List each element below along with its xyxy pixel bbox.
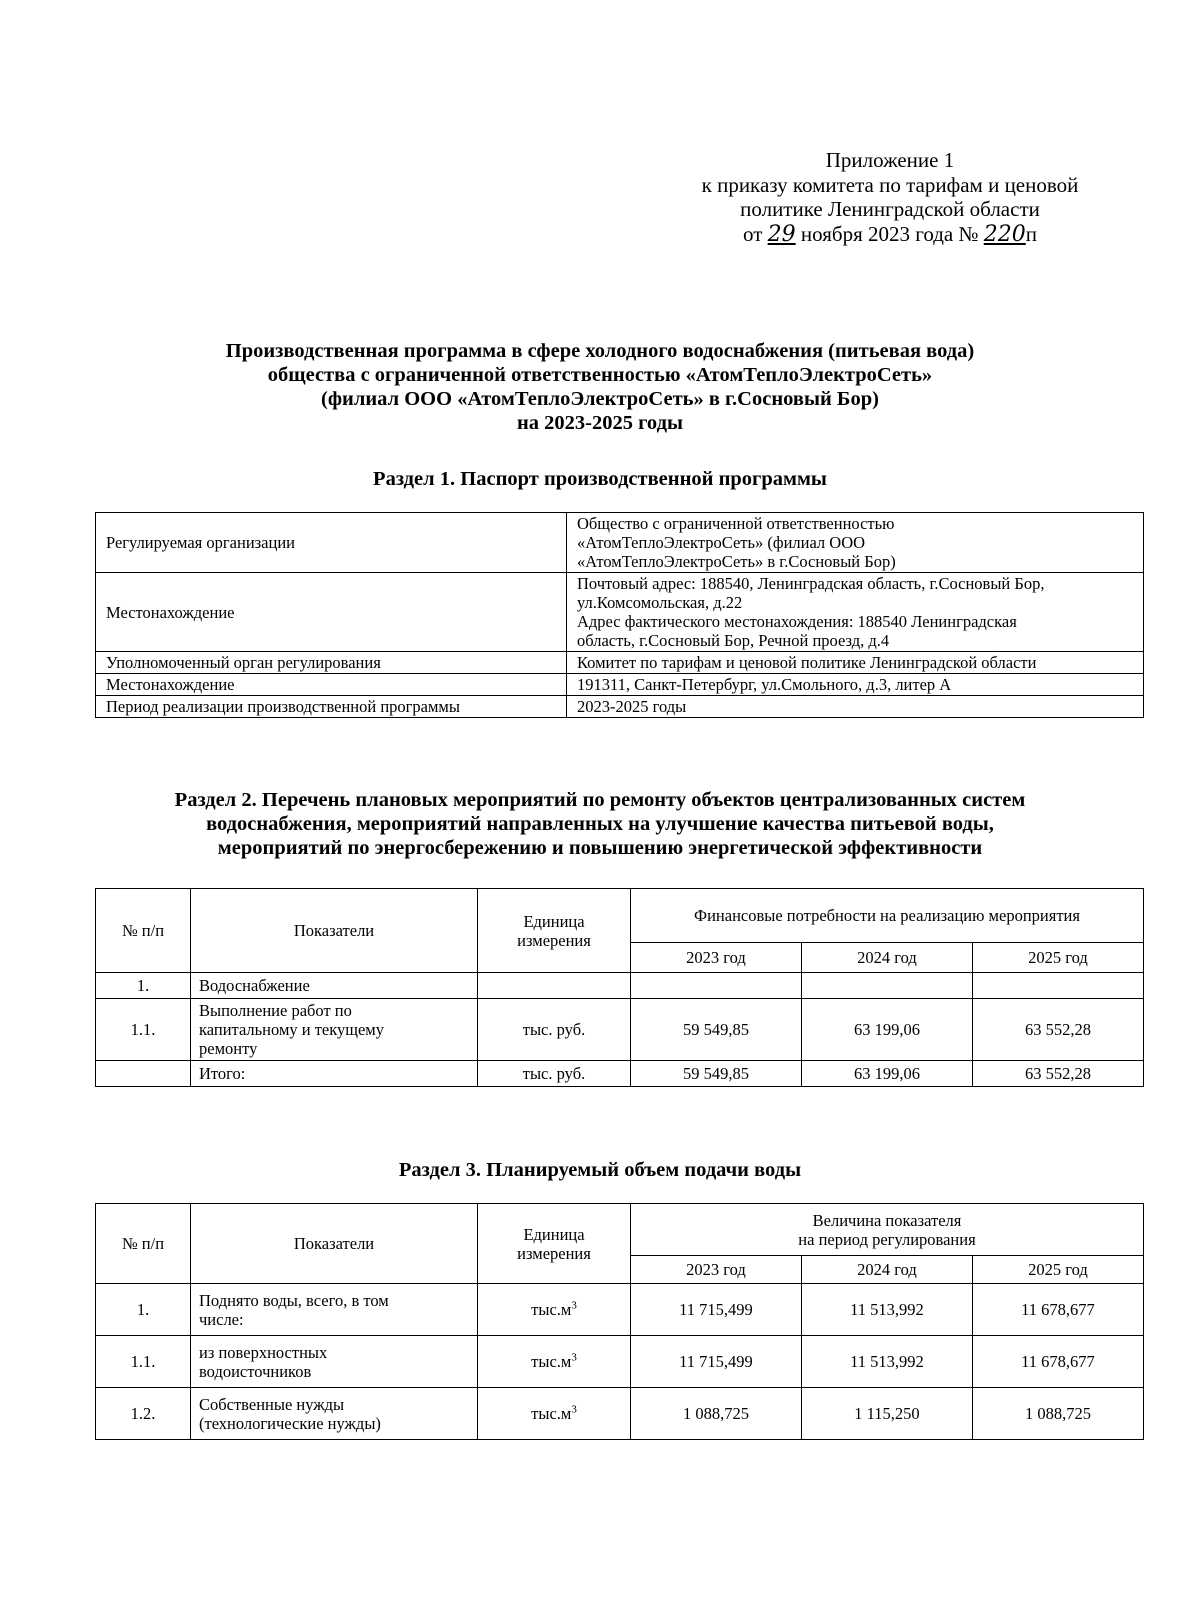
- header-year-2025: 2025 год: [972, 943, 1143, 973]
- header-unit: [478, 889, 631, 973]
- unit-text: тыс.м: [531, 1404, 572, 1423]
- section3-title-text: Раздел 3. Планируемый объем подачи воды: [398, 1159, 802, 1181]
- unit-line: измерения: [517, 930, 591, 950]
- indicator-line: Выполнение работ по: [199, 1001, 352, 1020]
- water-volume-table: [95, 1203, 1144, 1440]
- passport-label: Местонахождение: [96, 573, 567, 652]
- passport-value: [567, 573, 1144, 652]
- row-indicator: [191, 1284, 478, 1336]
- order-suffix: п: [1025, 221, 1038, 246]
- row-unit: [478, 1336, 631, 1388]
- table-row: [96, 999, 1144, 1061]
- section2-title-line-3: мероприятий по энергосбережению и повышению энергетической эффективности: [217, 837, 983, 859]
- row-value-2024: [801, 973, 972, 999]
- section1-title: [60, 467, 1140, 491]
- table-row: [96, 573, 1144, 652]
- table-header-row: [96, 1204, 1144, 1256]
- row-indicator: Итого:: [191, 1061, 478, 1087]
- passport-label: Период реализации производственной программы: [96, 696, 567, 718]
- value-line: ул.Комсомольская, д.22: [577, 593, 743, 612]
- title-line-2: общества с ограниченной ответственностью «АтомТеплоЭлектроСеть»: [267, 364, 933, 386]
- table-row: [96, 1388, 1144, 1440]
- table-row: [96, 674, 1144, 696]
- table-header-row: [96, 889, 1144, 943]
- table-row: [96, 973, 1144, 999]
- indicator-line: ремонту: [199, 1039, 258, 1058]
- indicator-line: Собственные нужды: [199, 1394, 345, 1414]
- indicator-line: из поверхностных: [199, 1342, 328, 1362]
- passport-table: [95, 512, 1144, 718]
- value-line: «АтомТеплоЭлектроСеть» в г.Сосновый Бор): [577, 552, 896, 571]
- row-unit: тыс. руб.: [478, 1061, 631, 1087]
- date-rest: ноября 2023 года №: [800, 221, 979, 246]
- header-indicator: Показатели: [191, 1204, 478, 1284]
- row-value-2023: 59 549,85: [631, 999, 802, 1061]
- indicator-line: Поднято воды, всего, в том: [199, 1290, 389, 1310]
- row-value-2024: 63 199,06: [801, 999, 972, 1061]
- row-num: 1.2.: [96, 1388, 191, 1440]
- row-unit: [478, 973, 631, 999]
- header-indicator: Показатели: [191, 889, 478, 973]
- row-value-2023: [631, 973, 802, 999]
- header-num: № п/п: [96, 889, 191, 973]
- value-line: Общество с ограниченной ответственностью: [577, 514, 895, 533]
- row-value-2023: 59 549,85: [631, 1061, 802, 1087]
- section2-title: [60, 788, 1140, 860]
- title-line-3: (филиал ООО «АтомТеплоЭлектроСеть» в г.Сосновый Бор): [321, 388, 879, 410]
- row-value-2024: 11 513,992: [802, 1284, 973, 1336]
- table-row: [96, 513, 1144, 573]
- row-value-2024: 1 115,250: [802, 1388, 973, 1440]
- row-num: 1.1.: [96, 999, 191, 1061]
- table-row: [96, 652, 1144, 674]
- header-year-2024: 2024 год: [802, 1256, 973, 1284]
- unit-line: Единица: [523, 1224, 585, 1244]
- group-line: Величина показателя: [812, 1210, 962, 1230]
- row-value-2025: 11 678,677: [973, 1284, 1144, 1336]
- title-line-1: Производственная программа в сфере холодного водоснабжения (питьевая вода): [225, 340, 975, 362]
- value-line: Адрес фактического местонахождения: 188540 Ленинградская: [577, 612, 1017, 631]
- row-value-2025: 1 088,725: [973, 1388, 1144, 1440]
- value-line: «АтомТеплоЭлектроСеть» (филиал ООО: [577, 533, 866, 552]
- row-num: 1.: [96, 973, 191, 999]
- row-num: 1.1.: [96, 1336, 191, 1388]
- unit-superscript: 3: [571, 1403, 577, 1416]
- row-value-2025: 11 678,677: [973, 1336, 1144, 1388]
- row-unit: [478, 1388, 631, 1440]
- unit-superscript: 3: [571, 1299, 577, 1312]
- section2-title-line-1: Раздел 2. Перечень плановых мероприятий по ремонту объектов централизованных систем: [174, 789, 1026, 811]
- header-num: № п/п: [96, 1204, 191, 1284]
- indicator-line: капитальному и текущему: [199, 1020, 384, 1039]
- unit-line: измерения: [517, 1243, 591, 1263]
- row-value-2024: 63 199,06: [801, 1061, 972, 1087]
- indicator-line: числе:: [199, 1309, 244, 1329]
- section3-title: [60, 1158, 1140, 1182]
- date-day: 29: [767, 221, 796, 247]
- passport-label: Регулируемая организации: [96, 513, 567, 573]
- section1-title-text: Раздел 1. Паспорт производственной программы: [373, 468, 827, 490]
- header-year-2023: 2023 год: [631, 1256, 802, 1284]
- appendix-line-3: политике Ленинградской области: [740, 197, 1040, 221]
- passport-label: Местонахождение: [96, 674, 567, 696]
- row-indicator: Водоснабжение: [191, 973, 478, 999]
- passport-value: [567, 513, 1144, 573]
- row-indicator: [191, 1388, 478, 1440]
- row-indicator: [191, 999, 478, 1061]
- passport-value: 2023-2025 годы: [567, 696, 1144, 718]
- table-row: [96, 1336, 1144, 1388]
- indicator-line: водоисточников: [199, 1361, 312, 1381]
- header-group: Финансовые потребности на реализацию мероприятия: [631, 889, 1144, 943]
- unit-line: Единица: [523, 911, 585, 931]
- value-line: область, г.Сосновый Бор, Речной проезд, д.4: [577, 631, 890, 650]
- unit-text: тыс.м: [531, 1300, 572, 1319]
- row-value-2023: 1 088,725: [631, 1388, 802, 1440]
- appendix-line-2: к приказу комитета по тарифам и ценовой: [701, 172, 1079, 197]
- date-prefix: от: [742, 221, 763, 246]
- row-value-2024: 11 513,992: [802, 1336, 973, 1388]
- value-line: Почтовый адрес: 188540, Ленинградская область, г.Сосновый Бор,: [577, 574, 1045, 593]
- row-value-2025: [972, 973, 1143, 999]
- group-line: на период регулирования: [798, 1229, 976, 1249]
- appendix-block: [640, 148, 1140, 247]
- row-unit: [478, 1284, 631, 1336]
- document-title: [60, 339, 1140, 435]
- row-value-2023: 11 715,499: [631, 1284, 802, 1336]
- table-row: [96, 1284, 1144, 1336]
- row-num: 1.: [96, 1284, 191, 1336]
- appendix-line-1: Приложение 1: [825, 148, 955, 172]
- row-value-2025: 63 552,28: [972, 1061, 1143, 1087]
- header-year-2024: 2024 год: [801, 943, 972, 973]
- section2-title-line-2: водоснабжения, мероприятий направленных на улучшение качества питьевой воды,: [206, 813, 994, 835]
- header-year-2023: 2023 год: [631, 943, 802, 973]
- table-row: [96, 696, 1144, 718]
- header-group: [631, 1204, 1144, 1256]
- appendix-date-line: [640, 222, 1140, 248]
- passport-label: Уполномоченный орган регулирования: [96, 652, 567, 674]
- title-line-4: на 2023-2025 годы: [517, 412, 683, 434]
- header-unit: [478, 1204, 631, 1284]
- row-value-2025: 63 552,28: [972, 999, 1143, 1061]
- order-number: 220: [983, 221, 1026, 247]
- row-num: [96, 1061, 191, 1087]
- passport-value: 191311, Санкт-Петербург, ул.Смольного, д.3, литер А: [567, 674, 1144, 696]
- table-row: [96, 1061, 1144, 1087]
- indicator-line: (технологические нужды): [199, 1413, 381, 1433]
- row-value-2023: 11 715,499: [631, 1336, 802, 1388]
- row-unit: тыс. руб.: [478, 999, 631, 1061]
- unit-text: тыс.м: [531, 1352, 572, 1371]
- header-year-2025: 2025 год: [973, 1256, 1144, 1284]
- unit-superscript: 3: [571, 1351, 577, 1364]
- passport-value: Комитет по тарифам и ценовой политике Ленинградской области: [567, 652, 1144, 674]
- row-indicator: [191, 1336, 478, 1388]
- measures-table: [95, 888, 1144, 1087]
